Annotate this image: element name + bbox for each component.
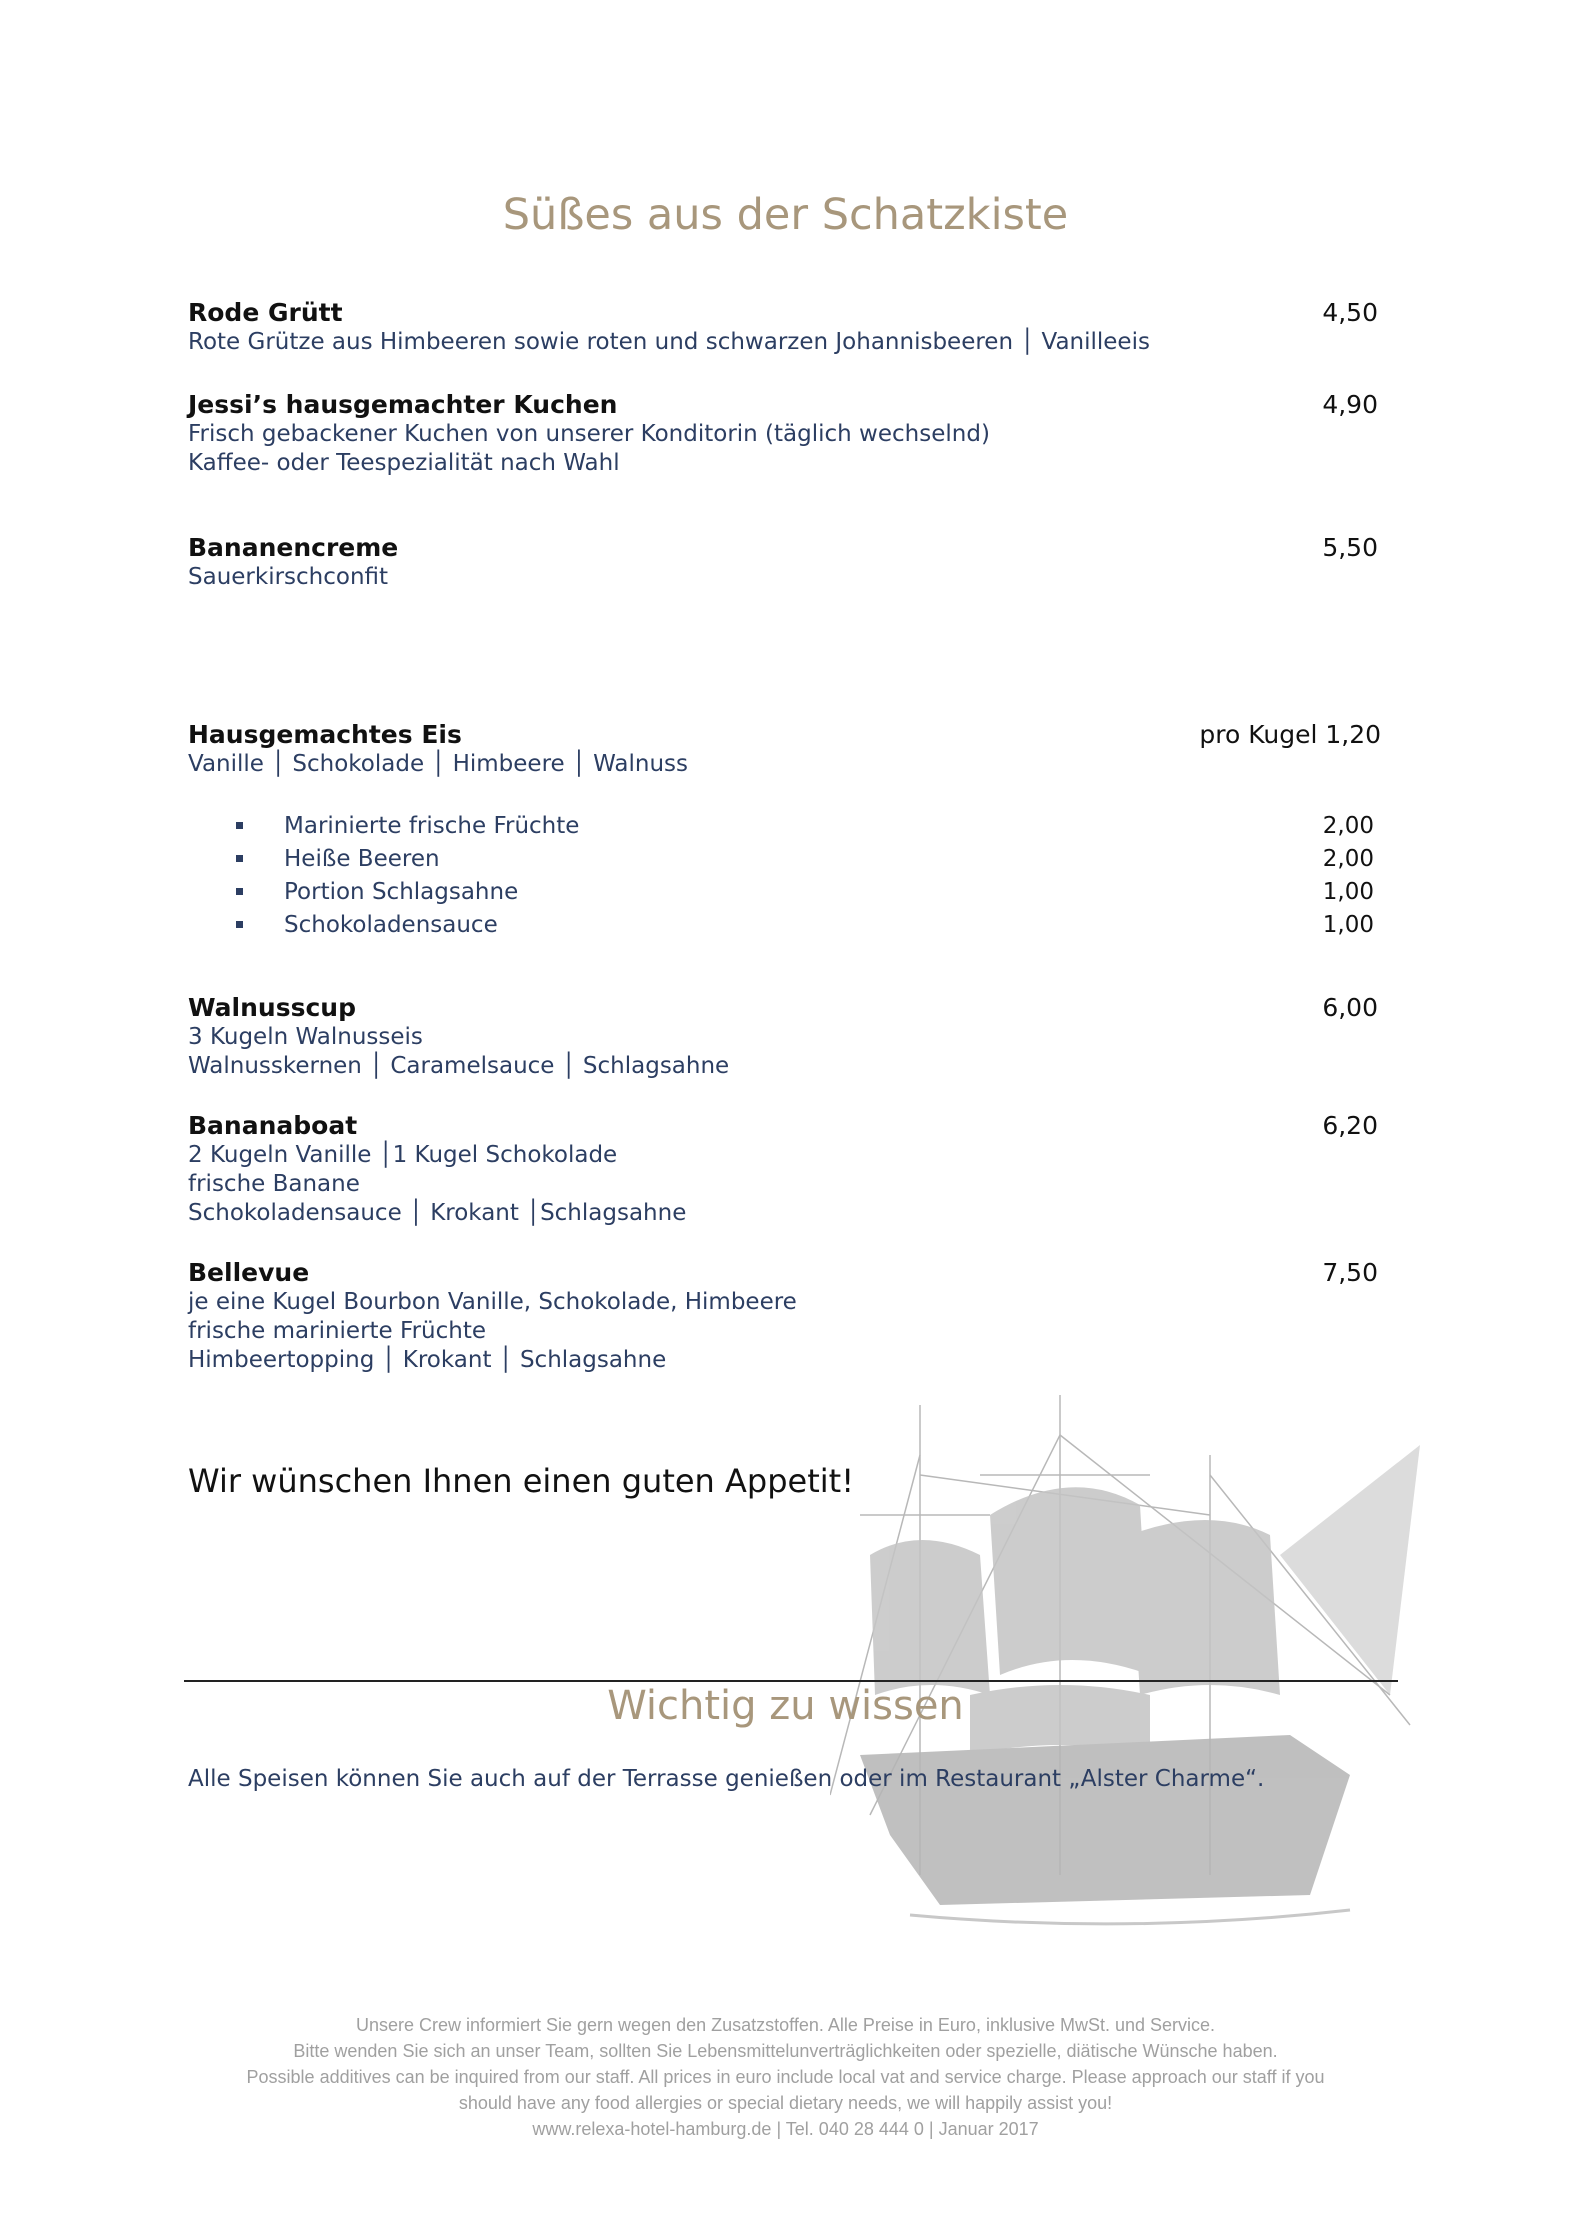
- item-description: Vanille │ Schokolade │ Himbeere │ Walnuss: [188, 751, 689, 777]
- addon-label: Marinierte frische Früchte: [284, 813, 580, 839]
- item-price: 5,50: [1322, 533, 1378, 562]
- bullet-icon: [236, 921, 243, 928]
- item-description: 3 Kugeln Walnusseis: [188, 1024, 423, 1050]
- info-heading: Wichtig zu wissen: [607, 1683, 964, 1729]
- bullet-icon: [236, 855, 243, 862]
- addon-price: 2,00: [1322, 813, 1374, 839]
- menu-item-bananaboat: [188, 1111, 1378, 1228]
- item-description: 2 Kugeln Vanille │1 Kugel Schokolade: [188, 1142, 618, 1168]
- menu-item-walnusscup: [188, 993, 1378, 1081]
- greeting-text: Wir wünschen Ihnen einen guten Appetit!: [188, 1462, 855, 1500]
- menu-item-bananencreme: [188, 533, 1378, 592]
- item-description: Himbeertopping │ Krokant │ Schlagsahne: [188, 1347, 667, 1373]
- menu-item-kuchen: [188, 390, 1378, 478]
- page-title: Süßes aus der Schatzkiste: [502, 190, 1069, 240]
- item-description: frische marinierte Früchte: [188, 1318, 486, 1344]
- item-price: 6,20: [1322, 1111, 1378, 1140]
- item-name: Bananaboat: [188, 1111, 358, 1140]
- item-price: 4,90: [1322, 390, 1378, 419]
- addon-price: 2,00: [1322, 846, 1374, 872]
- item-description: Kaffee- oder Teespezialität nach Wahl: [188, 450, 620, 476]
- addon-item: [236, 876, 1374, 909]
- addon-label: Heiße Beeren: [284, 846, 440, 872]
- item-name: Walnusscup: [188, 993, 356, 1022]
- item-name: Jessi’s hausgemachter Kuchen: [188, 390, 618, 419]
- item-description: Frisch gebackener Kuchen von unserer Konditorin (täglich wechselnd): [188, 421, 990, 447]
- addon-label: Portion Schlagsahne: [284, 879, 519, 905]
- item-name: Rode Grütt: [188, 298, 343, 327]
- item-description: Rote Grütze aus Himbeeren sowie roten und schwarzen Johannisbeeren │ Vanilleeis: [188, 329, 1150, 355]
- menu-item-bellevue: [188, 1258, 1378, 1375]
- addon-price: 1,00: [1322, 912, 1374, 938]
- addon-item: [236, 843, 1374, 876]
- item-description: Walnusskernen │ Caramelsauce │ Schlagsahne: [188, 1053, 730, 1079]
- footer-line: Bitte wenden Sie sich an unser Team, sollten Sie Lebensmittelunverträglichkeiten oder spezielle, diätische Wünsche haben.: [293, 2041, 1278, 2061]
- menu-item-rode-gruett: [188, 298, 1378, 357]
- divider: [184, 1680, 1398, 1682]
- item-description: Sauerkirschconfit: [188, 564, 389, 590]
- item-price: 6,00: [1322, 993, 1378, 1022]
- footer-line: should have any food allergies or special dietary needs, we will happily assist you!: [458, 2093, 1113, 2113]
- footer: [0, 2012, 1571, 2142]
- item-price: 7,50: [1322, 1258, 1378, 1287]
- addon-price: 1,00: [1322, 879, 1374, 905]
- item-name: Bananencreme: [188, 533, 399, 562]
- item-name: Bellevue: [188, 1258, 310, 1287]
- footer-website[interactable]: www.relexa-hotel-hamburg.de | Tel. 040 28 444 0 | Januar 2017: [532, 2119, 1039, 2139]
- item-name: Hausgemachtes Eis: [188, 720, 462, 749]
- item-description: Schokoladensauce │ Krokant │Schlagsahne: [188, 1200, 687, 1226]
- bullet-icon: [236, 888, 243, 895]
- addon-list: [236, 810, 1374, 942]
- item-price: pro Kugel 1,20: [1199, 720, 1381, 749]
- addon-item: [236, 909, 1374, 942]
- footer-line: Unsere Crew informiert Sie gern wegen den Zusatzstoffen. Alle Preise in Euro, inklusive MwSt. und Service.: [355, 2015, 1216, 2035]
- addon-label: Schokoladensauce: [284, 912, 498, 938]
- item-description: frische Banane: [188, 1171, 360, 1197]
- info-text: Alle Speisen können Sie auch auf der Terrasse genießen oder im Restaurant „Alster Charme“.: [188, 1766, 1265, 1792]
- footer-line: Possible additives can be inquired from our staff. All prices in euro include local vat and service charge. Please approach our staff if you: [246, 2067, 1325, 2087]
- item-description: je eine Kugel Bourbon Vanille, Schokolade, Himbeere: [188, 1289, 797, 1315]
- bullet-icon: [236, 822, 243, 829]
- menu-item-hausgemachtes-eis: [188, 720, 1381, 779]
- item-price: 4,50: [1322, 298, 1378, 327]
- addon-item: [236, 810, 1374, 843]
